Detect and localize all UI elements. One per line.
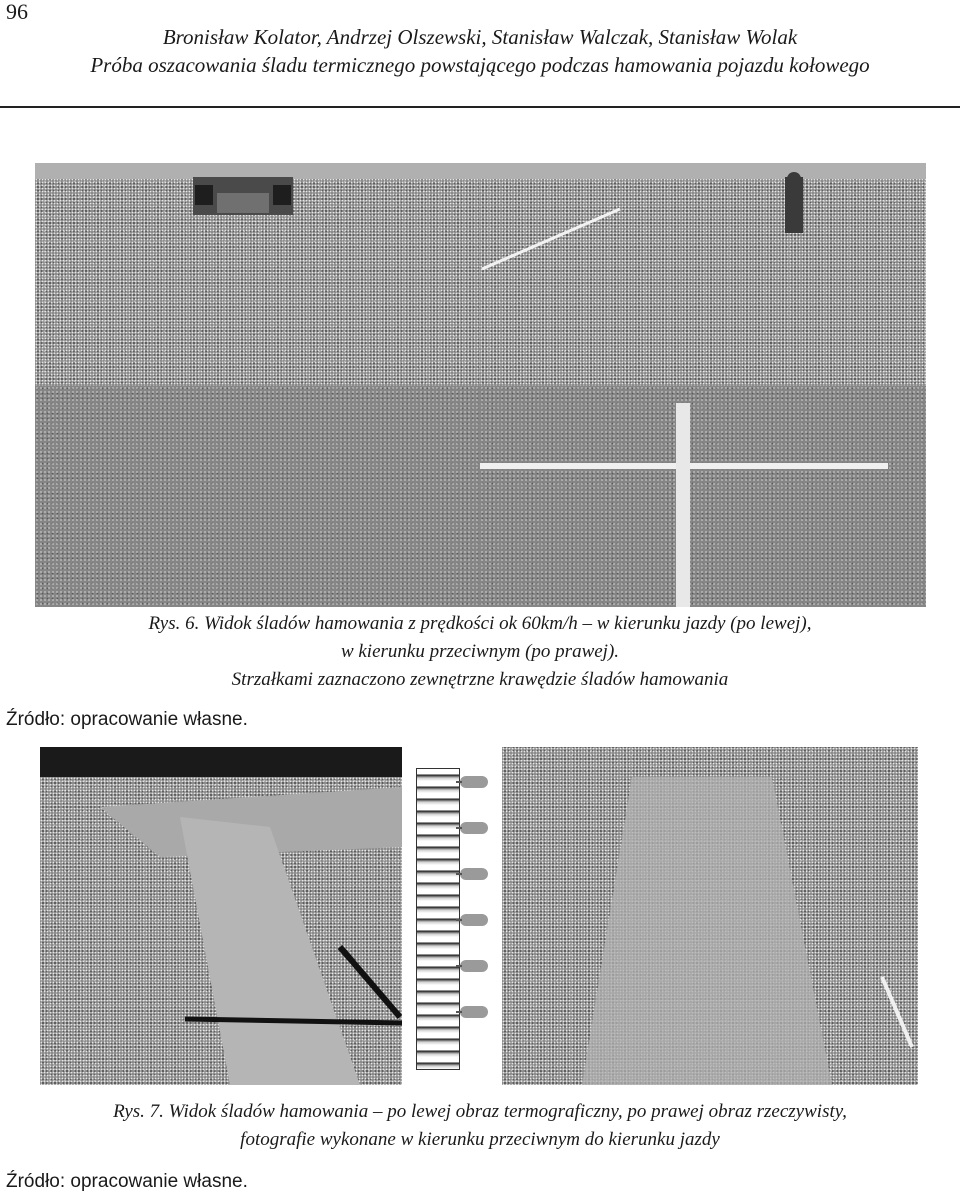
scale-tick [460, 868, 488, 880]
figure7-source: Źródło: opracowanie własne. [6, 1171, 248, 1192]
figure7-caption-line1: Rys. 7. Widok śladów hamowania – po lewej obraz termograficzny, po prawej obraz rzeczywisty, [113, 1101, 847, 1122]
page-number: 96 [6, 0, 28, 24]
temperature-scale-bar [408, 750, 490, 1084]
road-line-vertical [676, 403, 690, 607]
scale-tick [460, 776, 488, 788]
figure6-caption-line1: Rys. 6. Widok śladów hamowania z prędkości ok 60km/h – w kierunku jazdy (po lewej), [148, 613, 812, 634]
figure6-caption-line3: Strzałkami zaznaczono zewnętrzne krawędzie śladów hamowania [231, 669, 729, 690]
braking-marks-direction-of-travel-photo [35, 163, 480, 607]
thermographic-image [40, 747, 402, 1085]
braking-marks-opposite-direction-photo [480, 163, 926, 607]
thermal-shapes [40, 747, 402, 1085]
marker-arrow-diagonal [340, 947, 400, 1017]
scale-tick [460, 822, 488, 834]
header-rule [0, 106, 960, 108]
scale-tick [460, 1006, 488, 1018]
scale-tick [460, 960, 488, 972]
running-header-title: Próba oszacowania śladu termicznego powstającego podczas hamowania pojazdu kołowego [90, 53, 870, 77]
scale-tick [460, 914, 488, 926]
running-header-authors: Bronisław Kolator, Andrzej Olszewski, Stanisław Walczak, Stanisław Wolak [162, 25, 798, 49]
scale-gradient [416, 768, 460, 1070]
figure6-caption-line2: w kierunku przeciwnym (po prawej). [340, 641, 620, 662]
figure7-caption-line2: fotografie wykonane w kierunku przeciwnym do kierunku jazdy [240, 1129, 720, 1150]
marker-arrow-horizontal [185, 1019, 402, 1023]
road-surface-lower [35, 386, 480, 607]
road-markings-drawing [480, 163, 926, 607]
figure6-source: Źródło: opracowanie własne. [6, 709, 248, 730]
real-photo [502, 747, 918, 1085]
real-photo-shapes [502, 747, 918, 1085]
